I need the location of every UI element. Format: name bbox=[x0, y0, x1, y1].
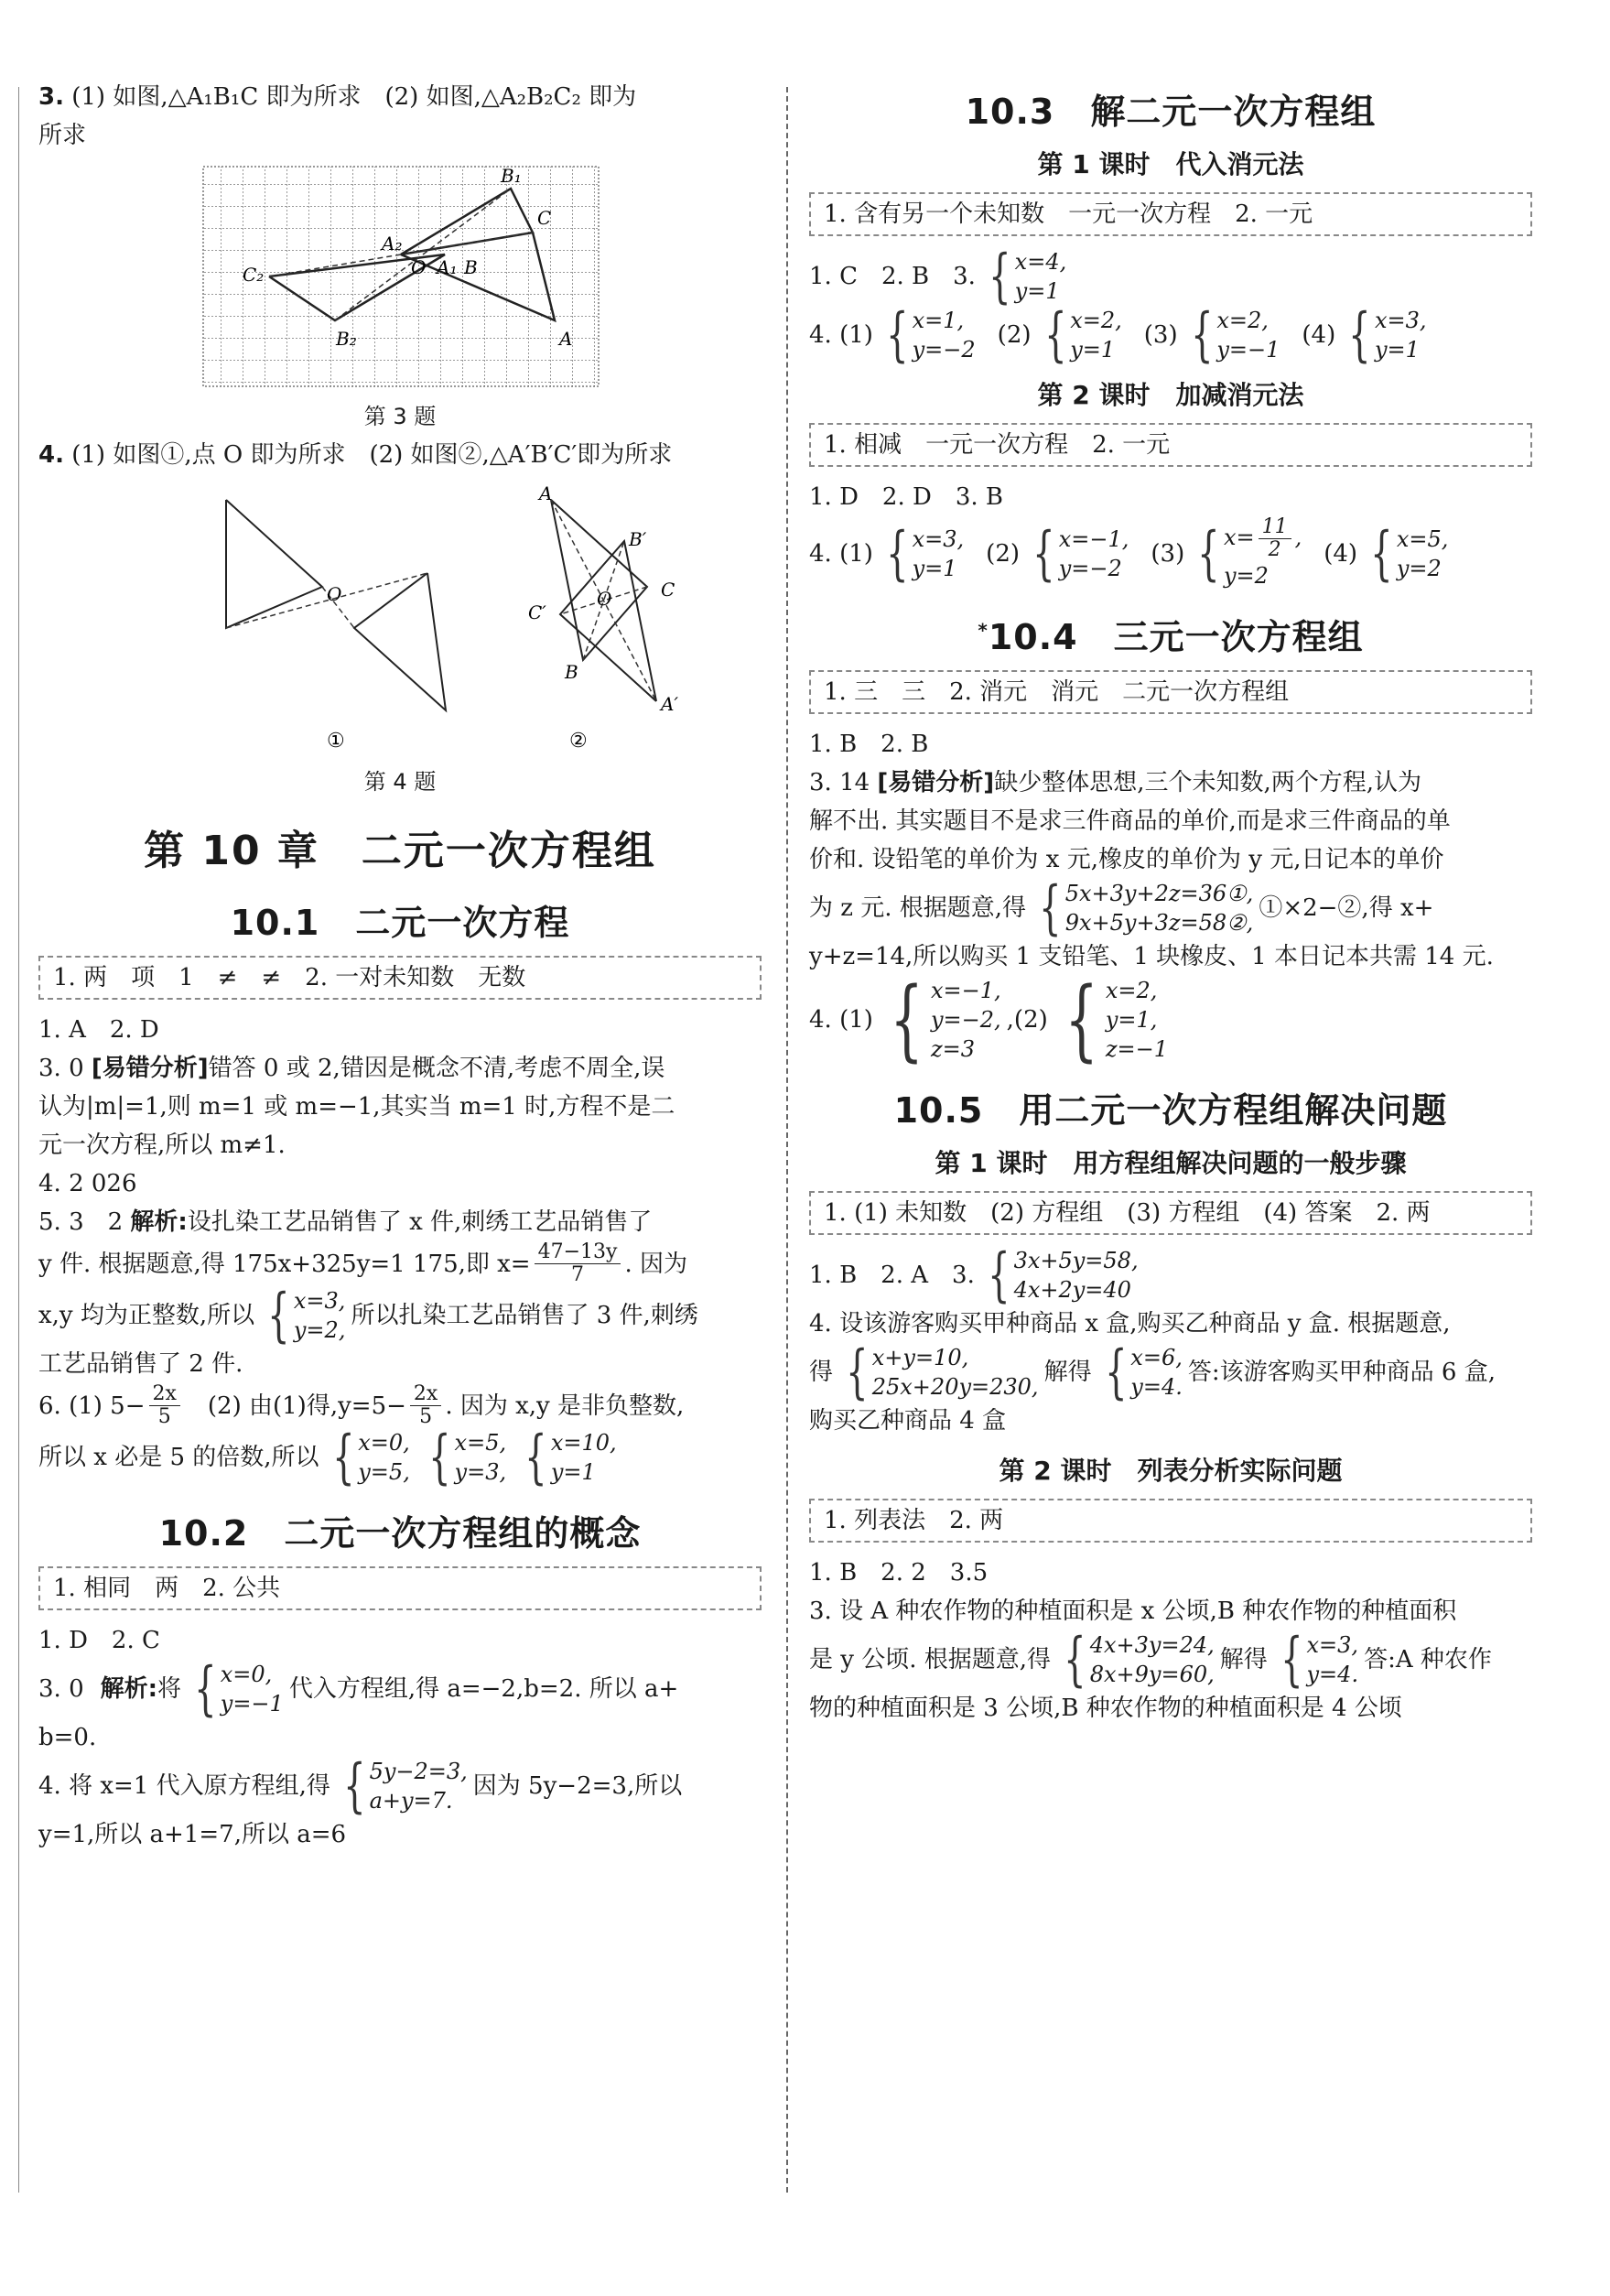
q4-line: 4. (1) 如图①,点 O 即为所求 (2) 如图②,△A′B′C′即为所求 bbox=[38, 441, 673, 469]
equation-system: { x= $\frac{11}{2}$ , y=2 bbox=[1197, 515, 1302, 589]
s104-l3: 解不出. 其实题目不是求三件商品的单价,而是求三件商品的单 bbox=[809, 807, 1451, 835]
s105-l7: 是 y 公顷. 根据题意,得 { 4x+3y=24, 8x+9y=60, 解得 { x=3, y=4. 答:A 种农作 bbox=[809, 1626, 1492, 1694]
left-column bbox=[38, 78, 762, 1854]
s105-l4: 购买乙种商品 4 盒 bbox=[809, 1407, 1007, 1435]
s101-l10: 6. (1) 5− $\frac{2x}{5}$ (2) 由(1)得,y=5− $\frac{2x}{5}$ . 因为 x,y 是非负整数, bbox=[38, 1382, 685, 1428]
section-10-1-title: 10.1 二元一次方程 bbox=[230, 903, 570, 943]
s101-l1: 1. A 2. D bbox=[38, 1016, 159, 1044]
equation-system: { 4x+3y=24, 8x+9y=60, bbox=[1064, 1626, 1215, 1694]
fig2-label-A: A bbox=[539, 482, 553, 504]
equation-system: { x=5, y=2 bbox=[1370, 519, 1449, 588]
label-B: B bbox=[464, 256, 478, 278]
s101-l6: 5. 3 2 解析:设扎染工艺品销售了 x 件,刺绣工艺品销售了 bbox=[38, 1208, 653, 1236]
fraction: $\frac{11}{2}$ bbox=[1259, 516, 1291, 561]
s102-l1: 1. D 2. C bbox=[38, 1627, 160, 1654]
label-B2: B₂ bbox=[336, 328, 357, 350]
equation-system: { x=−1, y=−2 bbox=[1032, 519, 1129, 588]
equation-system: { x+y=10, 25x+20y=230, bbox=[846, 1338, 1039, 1406]
s105-l3: 得 { x+y=10, 25x+20y=230, 解得 { x=6, y=4. 答:该游客购买甲种商品 6 盒, bbox=[809, 1338, 1496, 1406]
section-10-3-title: 10.3 解二元一次方程组 bbox=[965, 92, 1377, 132]
label-O: O bbox=[411, 256, 427, 278]
equation-system: { x=5, y=3, bbox=[427, 1424, 507, 1491]
label-A2: A₂ bbox=[382, 233, 403, 255]
equation-system: { x=−1, y=−2, z=3 bbox=[890, 969, 1001, 1071]
section-10-2-box: 1. 相同 两 2. 公共 bbox=[38, 1566, 762, 1610]
section-10-2-title: 10.2 二元一次方程组的概念 bbox=[158, 1513, 642, 1554]
q3-caption: 第 3 题 bbox=[363, 404, 437, 429]
page-edge bbox=[18, 87, 19, 2193]
equation-system: { x=0, y=−1 bbox=[194, 1655, 284, 1723]
fig2-label-B: B bbox=[565, 661, 578, 683]
lesson-2-title: 第 2 课时 列表分析实际问题 bbox=[999, 1456, 1343, 1486]
equation-system: { x=3, y=1 bbox=[1348, 301, 1427, 369]
fraction: $\frac{2x}{5}$ bbox=[149, 1383, 180, 1428]
equation-system: { x=1, y=−2 bbox=[886, 301, 976, 369]
equation-system: { 5y−2=3, a+y=7. bbox=[343, 1752, 468, 1820]
section-10-5-title: 10.5 用二元一次方程组解决问题 bbox=[893, 1090, 1448, 1131]
lesson-2-title: 第 2 课时 加减消元法 bbox=[1037, 380, 1304, 410]
s104-l6: y+z=14,所以购买 1 支铅笔、1 块橡皮、1 本日记本共需 14 元. bbox=[809, 943, 1494, 970]
section-10-3-box1: 1. 含有另一个未知数 一元一次方程 2. 一元 bbox=[809, 192, 1532, 236]
section-10-4-box: 1. 三 三 2. 消元 消元 二元一次方程组 bbox=[809, 670, 1532, 714]
q4-caption: 第 4 题 bbox=[363, 769, 437, 795]
equation-system: { x=2, y=1, z=−1 bbox=[1064, 969, 1168, 1071]
s104-l5: 为 z 元. 根据题意,得 { 5x+3y+2z=36①, 9x+5y+3z=58②, ①×2−②,得 x+ bbox=[809, 874, 1434, 942]
fig2-label-Bp: B′ bbox=[629, 528, 647, 550]
label-C2: C₂ bbox=[243, 264, 265, 286]
fig2-label-Ap: A′ bbox=[661, 693, 678, 715]
s103-l3: 1. D 2. D 3. B bbox=[809, 483, 1004, 511]
right-column bbox=[809, 78, 1532, 1727]
s105-l2: 4. 设该游客购买甲种商品 x 盒,购买乙种商品 y 盒. 根据题意, bbox=[809, 1310, 1451, 1338]
s105-l6: 3. 设 A 种农作物的种植面积是 x 公顷,B 种农作物的种植面积 bbox=[809, 1597, 1457, 1625]
equation-system: { x=3, y=1 bbox=[886, 519, 965, 588]
q3-line2: 所求 bbox=[38, 122, 87, 149]
q3-grid-figure bbox=[199, 162, 601, 391]
s105-l1: 1. B 2. A 3. { 3x+5y=58, 4x+2y=40 bbox=[809, 1241, 1139, 1309]
equation-system: { x=2, y=−1 bbox=[1190, 301, 1280, 369]
s101-l8: x,y 均为正整数,所以 { x=3, y=2, 所以扎染工艺品销售了 3 件,刺绣 bbox=[38, 1282, 698, 1349]
section-10-3-box2: 1. 相减 一元一次方程 2. 一元 bbox=[809, 423, 1532, 467]
fig1-label-O: O bbox=[327, 583, 342, 605]
equation-system: { x=3, y=2, bbox=[267, 1282, 346, 1349]
equation-system: { x=6, y=4. bbox=[1104, 1338, 1183, 1406]
s103-l4: 4. (1) { x=3, y=1 (2) { x=−1, y=−2 (3) { x= $\frac{11}{2}$ , y=2 (4) { x=5, y=2 bbox=[809, 515, 1449, 589]
section-10-4-title: *10.4 三元一次方程组 bbox=[978, 617, 1364, 657]
fraction: $\frac{2x}{5}$ bbox=[410, 1383, 441, 1428]
s101-l7: y 件. 根据题意,得 175x+325y=1 175,即 x= $\frac{47-13y}{7}$ . 因为 bbox=[38, 1240, 687, 1286]
s102-l3: b=0. bbox=[38, 1724, 97, 1751]
s101-l4: 元一次方程,所以 m≠1. bbox=[38, 1132, 286, 1159]
section-10-5-box2: 1. 列表法 2. 两 bbox=[809, 1499, 1532, 1543]
fig1-number: ① bbox=[327, 730, 345, 753]
equation-system: { x=2, y=1 bbox=[1043, 301, 1122, 369]
q4-figures bbox=[116, 482, 684, 756]
equation-system: { x=0, y=5, bbox=[331, 1424, 410, 1491]
s104-l7: 4. (1) { x=−1, y=−2, z=3 ,(2) { x=2, y=1, z=−1 bbox=[809, 969, 1168, 1071]
equation-system: { x=3, y=4. bbox=[1280, 1626, 1359, 1694]
s101-l2: 3. 0 [易错分析]错答 0 或 2,错因是概念不清,考虑不周全,误 bbox=[38, 1055, 665, 1082]
section-10-5-box1: 1. (1) 未知数 (2) 方程组 (3) 方程组 (4) 答案 2. 两 bbox=[809, 1191, 1532, 1235]
s103-l2: 4. (1) { x=1, y=−2 (2) { x=2, y=1 (3) { x=2, y=−1 (4) { x=3, y=1 bbox=[809, 301, 1427, 369]
equation-system: { x=4, y=1 bbox=[989, 243, 1067, 310]
column-divider bbox=[786, 87, 788, 2193]
lesson-1-title: 第 1 课时 用方程组解决问题的一般步骤 bbox=[935, 1148, 1407, 1178]
equation-system: { x=10, y=1 bbox=[524, 1424, 617, 1491]
fig2-label-Cp: C′ bbox=[528, 601, 546, 623]
s104-l1: 1. B 2. B bbox=[809, 731, 929, 758]
s101-l9: 工艺品销售了 2 件. bbox=[38, 1350, 243, 1378]
chapter-title: 第 10 章 二元一次方程组 bbox=[144, 828, 656, 874]
s101-l3: 认为|m|=1,则 m=1 或 m=−1,其实当 m=1 时,方程不是二 bbox=[38, 1093, 675, 1121]
s101-l5: 4. 2 026 bbox=[38, 1170, 137, 1197]
lesson-1-title: 第 1 课时 代入消元法 bbox=[1037, 149, 1304, 179]
label-A: A bbox=[559, 328, 573, 350]
s102-l2: 3. 0 解析: 将 { x=0, y=−1 代入方程组,得 a=−2,b=2. 所以 a+ bbox=[38, 1655, 679, 1723]
s102-l4: 4. 将 x=1 代入原方程组,得 { 5y−2=3, a+y=7. 因为 5y−2=3,所以 bbox=[38, 1752, 683, 1820]
q3-line1: 3. (1) 如图,△A₁B₁C 即为所求 (2) 如图,△A₂B₂C₂ 即为 bbox=[38, 83, 637, 111]
fraction: $\frac{47-13y}{7}$ bbox=[535, 1241, 621, 1286]
s105-l8: 物的种植面积是 3 公顷,B 种农作物的种植面积是 4 公顷 bbox=[809, 1695, 1402, 1722]
fig2-label-O: O bbox=[597, 588, 612, 610]
s105-l5: 1. B 2. 2 3.5 bbox=[809, 1559, 989, 1587]
s101-l11: 所以 x 必是 5 的倍数,所以 { x=0, y=5, { x=5, y=3, { x=10, y=1 bbox=[38, 1424, 617, 1491]
equation-system: { 3x+5y=58, 4x+2y=40 bbox=[987, 1241, 1139, 1309]
label-A1: A₁ bbox=[437, 256, 458, 278]
fig2-label-C: C bbox=[661, 579, 675, 601]
s102-l5: y=1,所以 a+1=7,所以 a=6 bbox=[38, 1821, 347, 1848]
section-10-1-box: 1. 两 项 1 ≠ ≠ 2. 一对未知数 无数 bbox=[38, 956, 762, 1000]
s103-l1: 1. C 2. B 3. { x=4, y=1 bbox=[809, 243, 1067, 310]
label-C: C bbox=[537, 207, 552, 229]
s104-l2: 3. 14 [易错分析]缺少整体思想,三个未知数,两个方程,认为 bbox=[809, 769, 1421, 796]
s104-l4: 价和. 设铅笔的单价为 x 元,橡皮的单价为 y 元,日记本的单价 bbox=[809, 846, 1444, 873]
label-B1: B₁ bbox=[501, 165, 522, 187]
equation-system: { 5x+3y+2z=36①, 9x+5y+3z=58②, bbox=[1039, 874, 1254, 942]
fig2-number: ② bbox=[569, 730, 588, 753]
